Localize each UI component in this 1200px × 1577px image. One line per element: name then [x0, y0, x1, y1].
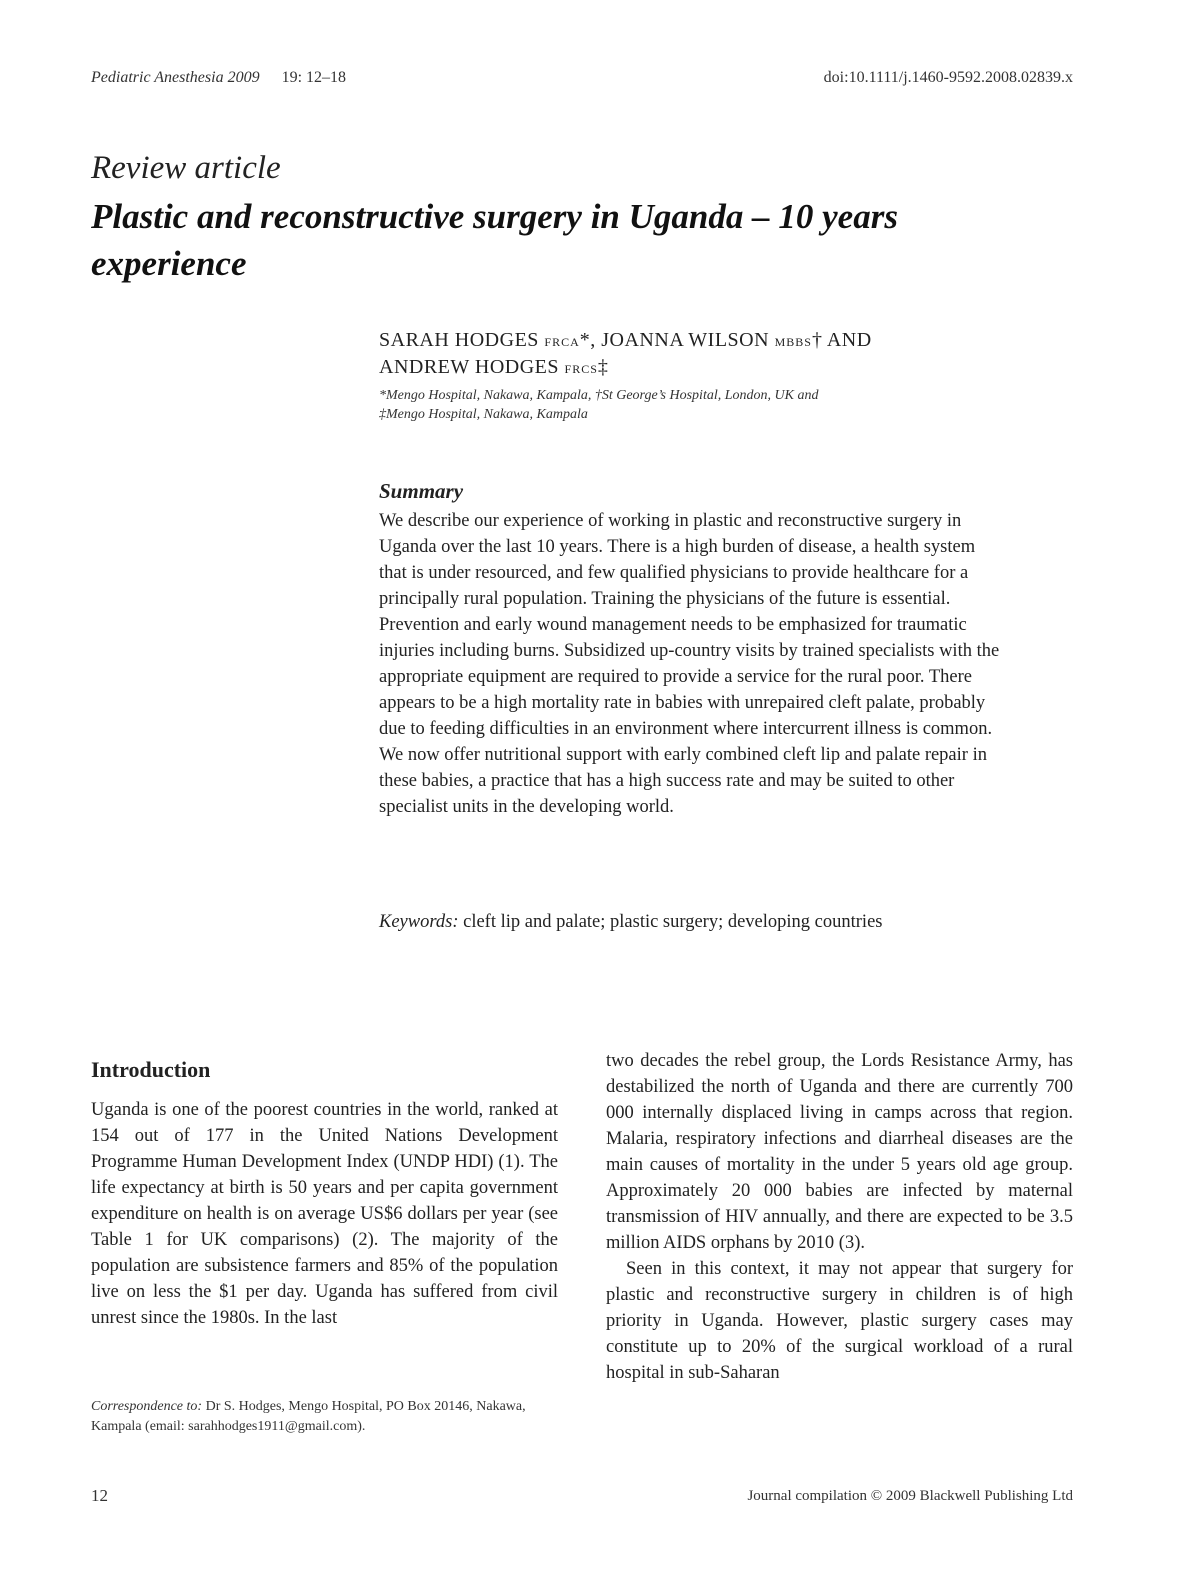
keywords-label: Keywords:: [379, 912, 459, 932]
author-degree: FRCS: [564, 362, 598, 376]
column-left: [91, 1097, 558, 1331]
author-degree: FRCA: [544, 335, 580, 349]
author-mark: † AND: [811, 329, 872, 351]
paragraph: Uganda is one of the poorest countries in the world, ranked at 154 out of 177 in the United Nations Development Programme Human Development Index (UNDP HDI) (1). The life expectancy at birth is 50 years and per capita government expenditure on health is on average US$6 dollars per year (see Table 1 for UK comparisons) (2). The majority of the population are subsistence farmers and 85% of the population live on less the $1 per day. Uganda has suffered from civil unrest since the 1980s. In the last: [91, 1100, 558, 1328]
page-number: 12: [91, 1486, 108, 1505]
article-title: Plastic and reconstructive surgery in Uganda – 10 years experience: [91, 197, 898, 283]
article-type: Review article: [91, 150, 281, 186]
doi[interactable]: doi:10.1111/j.1460-9592.2008.02839.x: [823, 69, 1073, 86]
affiliation-line: ‡Mengo Hospital, Nakawa, Kampala: [379, 407, 588, 422]
affiliations: [379, 386, 1019, 424]
author-name: ANDREW HODGES: [379, 356, 560, 378]
paragraph: Seen in this context, it may not appear that surgery for plastic and reconstructive surgery in children is of high priority in Uganda. However, plastic surgery cases may constitute up to 20% of the surgical workload of a rural hospital in sub-Saharan: [606, 1259, 1073, 1383]
author-name: JOANNA WILSON: [601, 329, 770, 351]
author-name: SARAH HODGES: [379, 329, 539, 351]
author-list: [379, 328, 1019, 382]
keywords: [379, 909, 1019, 935]
affiliation-line: *Mengo Hospital, Nakawa, Kampala, †St George’s Hospital, London, UK and: [379, 388, 819, 403]
journal-name: Pediatric Anesthesia 2009: [91, 69, 260, 86]
summary-text: We describe our experience of working in plastic and reconstructive surgery in Uganda over the last 10 years. There is a high burden of disease, a health system that is under resourced, and few qualified physicians to provide healthcare for a principally rural population. Training the physicians of the future is essential. Prevention and early wound management needs to be emphasized for traumatic injuries including burns. Subsidized up-country visits by trained specialists with the appropriate equipment are required to provide a service for the rural poor. There appears to be a high mortality rate in babies with unrepaired cleft palate, probably due to feeding difficulties in an environment where intercurrent illness is common. We now offer nutritional support with early combined cleft lip and palate repair in these babies, a practice that has a high success rate and may be suited to other specialist units in the developing world.: [379, 511, 1000, 817]
journal-volume: 19: 12–18: [281, 69, 347, 86]
correspondence-label: Correspondence to:: [91, 1399, 203, 1414]
column-right: [606, 1048, 1073, 1386]
introduction-heading: Introduction: [91, 1057, 211, 1082]
keywords-text: cleft lip and palate; plastic surgery; developing countries: [458, 912, 883, 932]
correspondence-note: [91, 1397, 561, 1437]
copyright-notice: Journal compilation © 2009 Blackwell Publishing Ltd: [747, 1488, 1073, 1504]
summary-heading: Summary: [379, 479, 464, 503]
correspondence-text: Dr S. Hodges, Mengo Hospital, PO Box 20146, Nakawa, Kampala (email: sarahhodges1911@gmail.com).: [91, 1399, 526, 1434]
author-degree: MBBS: [774, 335, 812, 349]
author-mark: *,: [579, 329, 602, 351]
paragraph: two decades the rebel group, the Lords Resistance Army, has destabilized the north of Uganda and there are currently 700 000 internally displaced living in camps across that region. Malaria, respiratory infections and diarrheal diseases are the main causes of mortality in the under 5 years old age group. Approximately 20 000 babies are infected by maternal transmission of HIV annually, and there are expected to be 3.5 million AIDS orphans by 2010 (3).: [606, 1051, 1073, 1253]
author-mark: ‡: [597, 356, 609, 378]
journal-citation: [91, 69, 346, 87]
